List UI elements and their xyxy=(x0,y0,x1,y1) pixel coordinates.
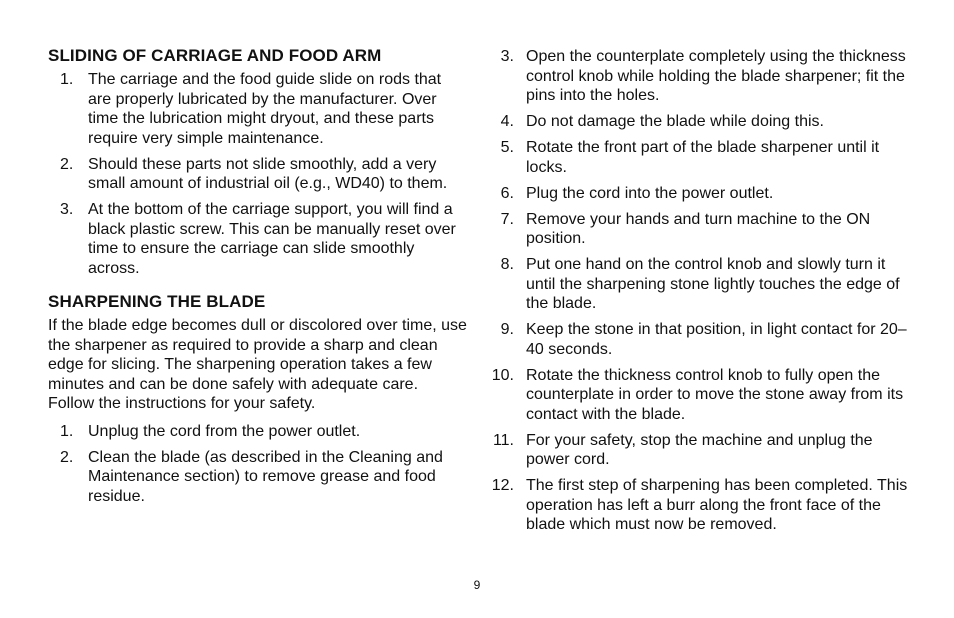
list-item xyxy=(48,422,468,442)
section-heading: SHARPENING THE BLADE xyxy=(48,292,266,311)
section-sliding-carriage xyxy=(48,46,468,278)
item-number: 3. xyxy=(60,201,74,218)
section-heading: SLIDING OF CARRIAGE AND FOOD ARM xyxy=(48,46,382,65)
item-number: 10. xyxy=(491,366,514,384)
item-number: 8. xyxy=(500,256,514,273)
item-text: Clean the blade (as described in the Cleaning and Maintenance section) to remove grease and food residue. xyxy=(88,448,443,505)
item-text: Unplug the cord from the power outlet. xyxy=(88,422,361,440)
item-number: 12. xyxy=(491,477,514,494)
list-item xyxy=(486,255,910,314)
item-text: The carriage and the food guide slide on rods that are properly lubricated by the manufacturer. Over time the lubrication might dryout, and these parts require very simple maintenance. xyxy=(88,71,442,147)
list-item xyxy=(486,47,910,106)
list-item xyxy=(48,448,468,507)
list-item xyxy=(486,320,910,359)
item-number: 2. xyxy=(60,155,74,173)
item-text: Rotate the front part of the blade sharpener until it locks. xyxy=(526,139,880,176)
item-number: 4. xyxy=(500,113,514,130)
section-sharpening-blade xyxy=(48,292,468,506)
item-text: Should these parts not slide smoothly, add a very small amount of industrial oil (e.g., WD40) to them. xyxy=(88,155,448,192)
item-text: The first step of sharpening has been completed. This operation has left a burr along the front face of the blade which must now be removed. xyxy=(526,477,908,533)
instruction-list xyxy=(48,70,468,278)
item-text: Do not damage the blade while doing this. xyxy=(526,113,824,130)
intro-paragraph: If the blade edge becomes dull or discolored over time, use the sharpener as required to provide a sharp and clean edge for slicing. The sharpening operation takes a few minutes and can be done safely with adequate care. Follow the instructions for your safety. xyxy=(48,317,467,412)
item-text: Keep the stone in that position, in light contact for 20–40 seconds. xyxy=(526,321,907,358)
list-item xyxy=(486,366,910,425)
instruction-list xyxy=(48,422,468,507)
item-number: 9. xyxy=(500,321,514,338)
item-number: 3. xyxy=(500,48,514,65)
item-text: Rotate the thickness control knob to fully open the counterplate in order to move the stone away from its contact with the blade. xyxy=(526,366,904,423)
list-item xyxy=(48,70,468,148)
list-item xyxy=(486,476,910,535)
right-column xyxy=(486,47,910,541)
left-column xyxy=(48,46,468,513)
instruction-list xyxy=(486,47,910,535)
item-text: Open the counterplate completely using the thickness control knob while holding the blade sharpener; fit the pins into the holes. xyxy=(526,48,906,104)
list-item xyxy=(486,431,910,470)
item-text: Remove your hands and turn machine to the ON position. xyxy=(526,210,871,247)
list-item xyxy=(486,112,910,132)
list-item xyxy=(486,184,910,204)
list-item xyxy=(48,200,468,278)
item-text: At the bottom of the carriage support, you will find a black plastic screw. This can be manually reset over time to ensure the carriage can slide smoothly across. xyxy=(88,201,456,277)
list-item xyxy=(486,138,910,177)
item-number: 1. xyxy=(60,71,74,88)
item-number: 6. xyxy=(500,184,514,202)
list-item xyxy=(486,210,910,249)
item-number: 5. xyxy=(500,139,514,156)
item-number: 11. xyxy=(492,431,514,449)
page-number: 9 xyxy=(473,578,481,592)
item-text: Put one hand on the control knob and slowly turn it until the sharpening stone lightly touches the edge of the blade. xyxy=(526,256,900,312)
item-number: 2. xyxy=(60,448,74,466)
item-text: For your safety, stop the machine and unplug the power cord. xyxy=(526,431,873,468)
item-number: 7. xyxy=(500,210,514,228)
item-number: 1. xyxy=(60,422,74,440)
list-item xyxy=(48,155,468,194)
item-text: Plug the cord into the power outlet. xyxy=(526,184,774,202)
